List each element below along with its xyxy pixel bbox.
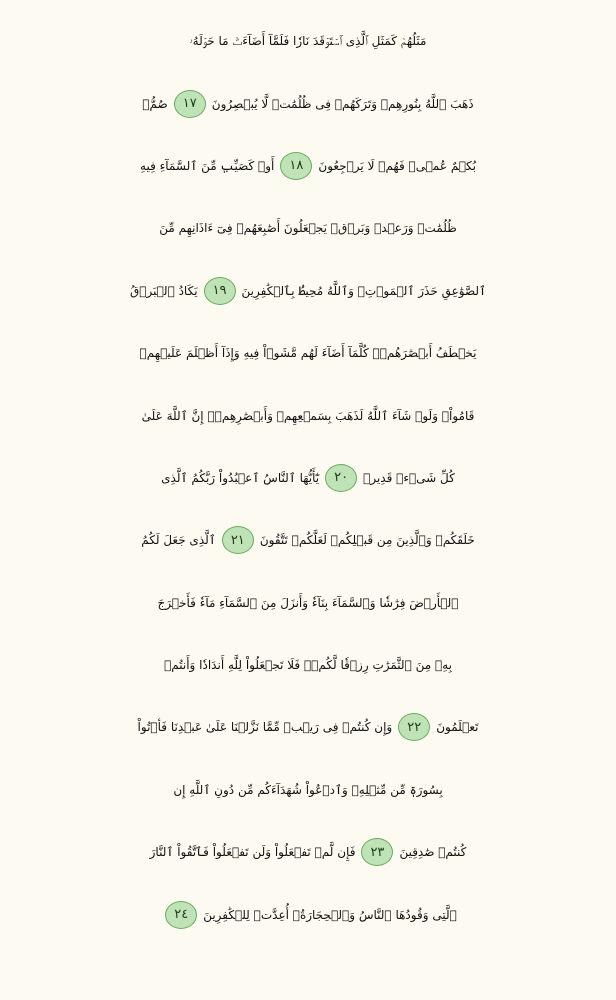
line-4 [16,197,600,259]
line-8 [16,447,600,509]
line-text: خَلَقَكُمۡ وَٱلَّذِينَ مِن قَبۡلِكُمۡ لَعَلَّكُمۡ تَتَّقُونَ [259,533,475,548]
line-text: كُنتُمۡ صَٰدِقِينَ [399,845,467,860]
line-text: أَوۡ كَصَيِّبٖ مِّنَ ٱلسَّمَآءِ فِيهِ [140,158,275,173]
line-text: قَامُواْۚ وَلَوۡ شَآءَ ٱللَّهُ لَذَهَبَ بِسَمۡعِهِمۡ وَأَبۡصَٰرِهِمۡۚ إِنَّ ٱللَّهَ عَلَىٰ [141,408,475,423]
line-text: فَإِن لَّمۡ تَفۡعَلُواْ وَلَن تَفۡعَلُواْ فَٱتَّقُواْ ٱلنَّارَ [149,845,356,860]
line-2 [16,72,600,134]
line-text: يَٰٓأَيُّهَا ٱلنَّاسُ ٱعۡبُدُواْ رَبَّكُمُ ٱلَّذِى [161,470,320,485]
ayah-number-marker [222,526,254,554]
ayah-number-marker [280,152,312,180]
line-text: ٱلصَّوَٰعِقِ حَذَرَ ٱلۡمَوۡتِۚ وَٱللَّهُ مُحِيطُۢ بِٱلۡكَٰفِرِينَ [241,283,487,298]
line-text: صُمُّۢ [142,96,168,111]
line-3 [16,135,600,197]
line-text: بِهِۦ مِنَ ٱلثَّمَرَٰتِ رِزۡقٗا لَّكُمۡۖ فَلَا تَجۡعَلُواْ لِلَّهِ أَندَادٗا وَأَنتُمۡ [164,658,452,673]
ayah-number: ٢٤ [174,907,189,923]
ayah-number: ٢٢ [407,719,422,735]
ayah-number: ١٩ [212,283,227,299]
line-6 [16,322,600,384]
line-text: وَإِن كُنتُمۡ فِى رَيۡبٖ مِّمَّا نَزَّلۡنَا عَلَىٰ عَبۡدِنَا فَأۡتُواْ [137,720,393,735]
line-9 [16,509,600,571]
ayah-number-marker [398,713,430,741]
line-text: ظُلُمَٰتٞ وَرَعۡدٞ وَبَرۡقٞ يَجۡعَلُونَ أَصَٰبِعَهُمۡ فِىٓ ءَاذَانِهِم مِّنَ [159,221,457,236]
line-text: مَثَلُهُمۡ كَمَثَلِ ٱلَّذِى ٱسۡتَوۡقَدَ نَارٗا فَلَمَّآ أَضَآءَتۡ مَا حَوۡلَهُۥ [189,34,427,49]
line-15 [16,883,600,945]
ayah-number-marker [165,901,197,929]
ayah-number-marker [361,838,393,866]
line-11 [16,634,600,696]
ayah-number-marker [174,90,206,118]
ayah-number-marker [325,464,357,492]
line-text: ٱلَّتِى وَقُودُهَا ٱلنَّاسُ وَٱلۡحِجَارَةُۖ أُعِدَّتۡ لِلۡكَٰفِرِينَ [203,907,457,922]
line-10 [16,572,600,634]
line-text: بِسُورَةٖ مِّن مِّثۡلِهِۦ وَٱدۡعُواْ شُهَدَآءَكُم مِّن دُونِ ٱللَّهِ إِن [173,782,443,797]
line-text: يَخۡطَفُ أَبۡصَٰرَهُمۡۖ كُلَّمَآ أَضَآءَ لَهُم مَّشَوۡاْ فِيهِ وَإِذَآ أَظۡلَمَ عَلَيۡهِمۡ [139,346,477,361]
line-text: بُكۡمٌ عُمۡىٞ فَهُمۡ لَا يَرۡجِعُونَ [318,158,476,173]
line-12 [16,696,600,758]
ayah-number: ١٨ [289,158,304,174]
line-text: ٱلۡأَرۡضَ فِرَٰشٗا وَٱلسَّمَآءَ بِنَآءٗ وَأَنزَلَ مِنَ ٱلسَّمَآءِ مَآءٗ فَأَخۡرَجَ [157,595,459,610]
line-1 [16,10,600,72]
line-7 [16,384,600,446]
ayah-number: ٢٠ [334,470,349,486]
line-5 [16,260,600,322]
ayah-number: ٢٣ [370,844,385,860]
ayah-number: ١٧ [182,96,197,112]
verse-lines [16,10,600,946]
line-text: تَعۡلَمُونَ [436,720,479,735]
line-text: ٱلَّذِى جَعَلَ لَكُمُ [141,533,216,548]
line-text: يَكَادُ ٱلۡبَرۡقُ [129,283,198,298]
ayah-number: ٢١ [230,532,245,548]
line-text: كُلِّ شَىۡءٖ قَدِيرٞ [363,470,455,485]
line-14 [16,821,600,883]
line-13 [16,759,600,821]
line-text: ذَهَبَ ٱللَّهُ بِنُورِهِمۡ وَتَرَكَهُمۡ فِى ظُلُمَٰتٖ لَّا يُبۡصِرُونَ [211,96,474,111]
ayah-number-marker [204,277,236,305]
